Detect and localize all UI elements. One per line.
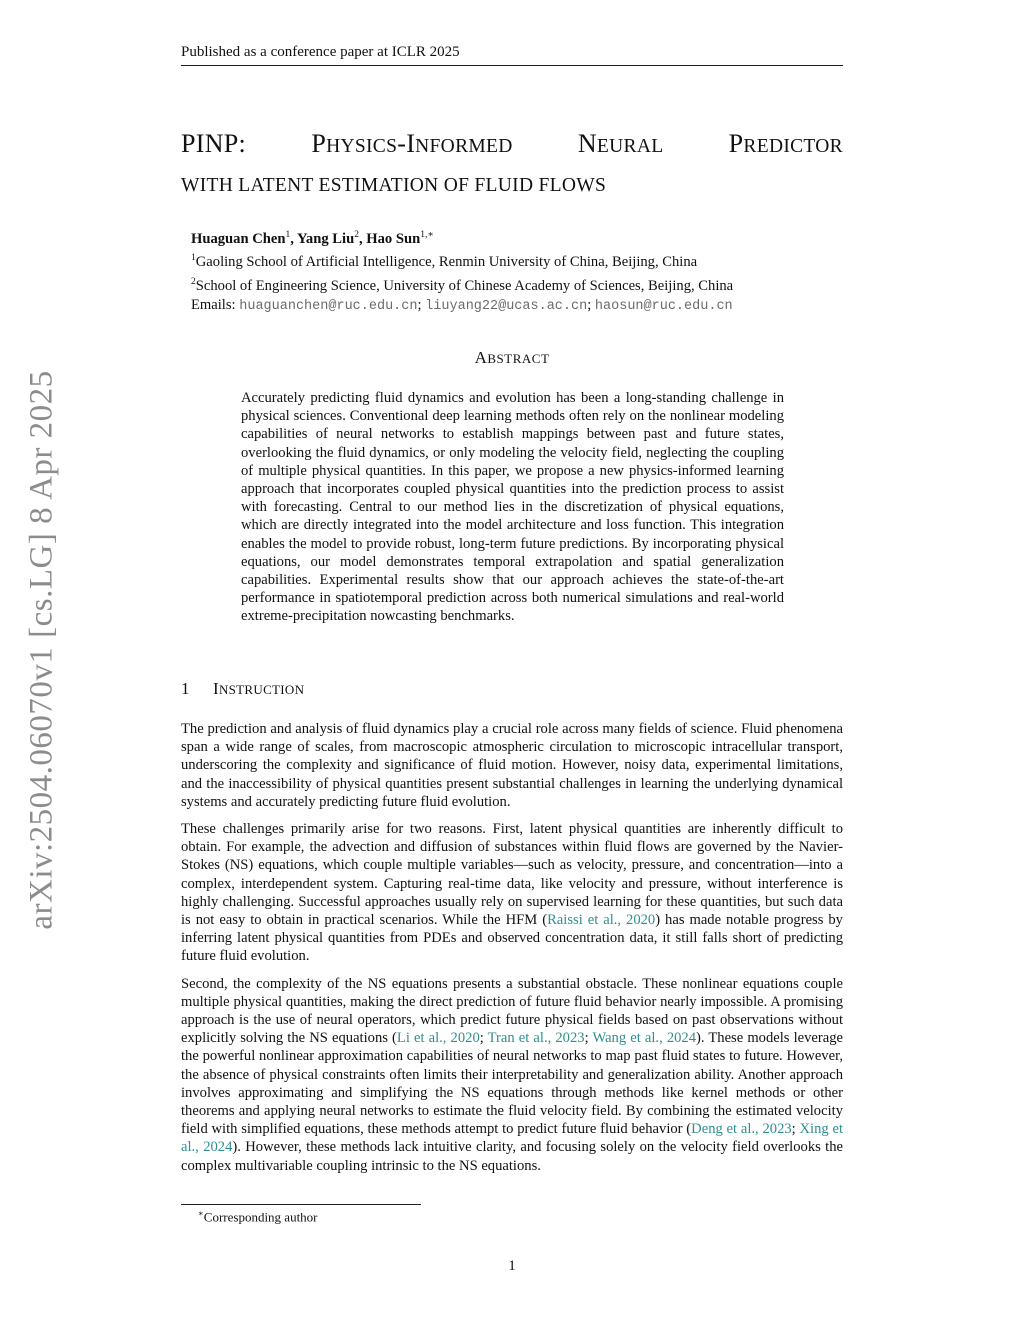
title-word-pinp: PINP:	[181, 129, 247, 158]
citation-link[interactable]: Deng et al., 2023	[691, 1121, 792, 1138]
abstract-text: Accurately predicting fluid dynamics and evolution has been a long-standing challenge in physical sciences. Conventional deep learning methods often rely on the nonlinear modeling capabilities of neural networks to establish mappings between past and future states, overlooking the fluid dynamics, or only modeling the velocity field, neglecting the coupling of multiple physical quantities. In this paper, we propose a new physics-informed learning approach that incorporates coupled physical quantities into the prediction process to assist with forecasting. Central to our method lies in the discretization of physical equations, which are directly integrated into the model architecture and loss function. This integration enables the model to provide robust, long-term future predictions. By incorporating physical equations, our model demonstrates temporal extrapolation and spatial generalization capabilities. Experimental results show that our approach achieves the state-of-the-art performance in spatiotemporal prediction across both numerical simulations and real-world extreme-precipitation nowcasting benchmarks.	[241, 390, 784, 625]
citation-link[interactable]: Wang et al., 2024	[592, 1030, 697, 1047]
title-word-predictor: PREDICTOR	[728, 129, 843, 158]
author-names: Huaguan Chen$^1$, Yang Liu$^2$, Hao Sun$^{1,∗}$	[191, 230, 434, 247]
citation-link[interactable]: Xing et al., 2024	[181, 1121, 844, 1156]
paragraph-3: Second, the complexity of the NS equations presents a substantial obstacle. These nonlinear equations couple multiple physical quantities, making the direct prediction of future fluid behavior nearly impossible. A promising approach is the use of neural operators, which predict future physical fields based on past observations without explicitly solving the NS equations (Li et al., 2020; Tran et al., 2023; Wang et al., 2024). These models leverage the powerful nonlinear approximation capabilities of neural networks to map past fluid states to future. However, the absence of physical constraints often limits their interpretability and generalization ability. Another approach involves approximating and simplifying the NS equations through methods like kernel methods or other theorems and applying neural networks to estimate the fluid velocity field. By combining the estimated velocity field with simplified equations, these methods attempt to predict future fluid behavior (Deng et al., 2023; Xing et al., 2024). However, these methods lack intuitive clarity, and focusing solely on the velocity field overlooks the complex multivariable coupling intrinsic to the NS equations.	[181, 975, 844, 1174]
emails: Emails: huaguanchen@ruc.edu.cn; liuyang22@ucas.ac.cn; haosun@ruc.edu.cn	[191, 297, 733, 315]
citation-link[interactable]: Raissi et al., 2020	[547, 912, 656, 929]
email-link-3[interactable]: haosun@ruc.edu.cn	[594, 299, 733, 315]
section-body	[181, 720, 843, 1184]
affiliation-1: $^1$Gaoling School of Artificial Intelligence, Renmin University of China, Beijing, China	[191, 253, 698, 271]
footnote: ∗Corresponding author	[198, 1208, 318, 1225]
paragraph-1: The prediction and analysis of fluid dynamics play a crucial role across many fields of science. Fluid phenomena span a wide range of scales, from macroscopic atmospheric circulation to microscopic intracellular transport, underscoring the complexity and significance of fluid motion. However, noisy data, experimental limitations, and the inaccessibility of physical quantities present substantial challenges in learning the underlying dynamical systems and accurately predicting future fluid evolution.	[181, 721, 843, 810]
paper-title	[181, 126, 843, 204]
title-line-2: WITH LATENT ESTIMATION OF FLUID FLOWS	[181, 175, 607, 196]
title-line-1	[181, 126, 843, 165]
citation-link[interactable]: Li et al., 2020	[396, 1030, 480, 1047]
running-header: Published as a conference paper at ICLR 2025	[181, 44, 843, 66]
author-block	[191, 226, 841, 317]
affiliation-2: $^2$School of Engineering Science, University of Chinese Academy of Sciences, Beijing, China	[191, 276, 734, 294]
page-number: 1	[508, 1258, 516, 1274]
email-link-2[interactable]: liuyang22@ucas.ac.cn	[425, 299, 588, 315]
email-link-1[interactable]: huaguanchen@ruc.edu.cn	[239, 299, 418, 315]
title-word-physics-informed: PHYSICS-INFORMED	[311, 129, 513, 158]
title-word-neural: NEURAL	[577, 129, 664, 158]
citation-link[interactable]: Tran et al., 2023	[487, 1030, 585, 1047]
footnote-divider	[181, 1204, 421, 1205]
arxiv-identifier[interactable]: arXiv:2504.06070v1 [cs.LG] 8 Apr 2025	[23, 370, 60, 930]
paragraph-2: These challenges primarily arise for two reasons. First, latent physical quantities are inherently difficult to obtain. For example, the advection and diffusion of substances within fluid flows are governed by the Navier-Stokes (NS) equations, which couple multiple variables—such as velocity, pressure, and concentration—into a complex, interdependent system. Capturing real-time data, like velocity and pressure, without interference is highly challenging. Successful approaches usually rely on supervised learning for these quantities, but such data is not easy to obtain in practical scenarios. While the HFM (Raissi et al., 2020) has made notable progress by inferring latent physical quantities from PDEs and observed concentration data, it still falls short of predicting future fluid evolution.	[181, 821, 843, 965]
section-heading: 1 INSTRUCTION	[181, 679, 305, 698]
abstract-heading: ABSTRACT	[474, 348, 550, 367]
